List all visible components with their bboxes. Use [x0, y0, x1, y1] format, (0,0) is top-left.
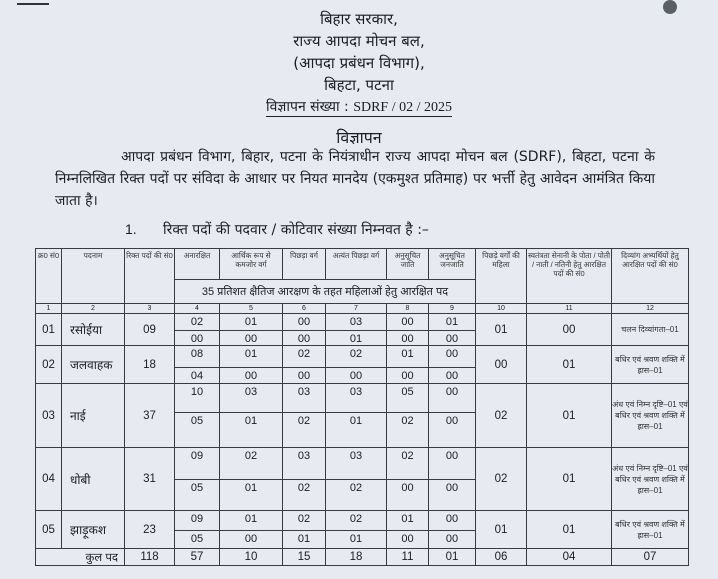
header-ews: आर्थिक रूप से कमजोर वर्ग [220, 249, 283, 280]
header-women-reserved: 35 प्रतिशत क्षैतिज आरक्षण के तहत महिलाओं हेतु आरक्षित पद [175, 280, 476, 304]
cell-value: 10 [175, 384, 220, 413]
cell-value: 01 [387, 511, 429, 531]
table-row [36, 314, 689, 331]
cell-value: 03 [220, 384, 283, 413]
header-bc: पिछड़ा वर्ग [283, 249, 326, 280]
cell-vacancies: 09 [125, 314, 175, 346]
scan-mark [17, 3, 49, 5]
cell-value: 03 [326, 314, 387, 331]
cell-value: 09 [175, 511, 220, 531]
cell-value: 01 [220, 346, 283, 368]
col-number: 4 [175, 304, 220, 314]
total-bc-women: 06 [476, 549, 527, 566]
header-sdrf: राज्य आपदा मोचन बल, [293, 32, 425, 50]
table-row [36, 346, 689, 368]
col-number: 8 [387, 304, 429, 314]
cell-sno: 03 [36, 384, 62, 448]
cell-value: 00 [429, 346, 476, 368]
cell-value: 02 [283, 413, 326, 448]
total-value: 15 [283, 549, 326, 566]
cell-value: 02 [220, 448, 283, 480]
col-number: 1 [36, 304, 62, 314]
cell-divyang: चलन दिव्यांगता–01 [612, 314, 689, 346]
cell-vacancies: 18 [125, 346, 175, 384]
cell-value: 00 [387, 331, 429, 346]
cell-value: 00 [220, 368, 283, 384]
total-value: 11 [387, 549, 429, 566]
cell-vacancies: 23 [125, 511, 175, 549]
cell-bc-women: 01 [476, 511, 527, 549]
header-st: अनुसूचित जनजाति [429, 249, 476, 280]
cell-value: 01 [387, 346, 429, 368]
col-number: 11 [527, 304, 612, 314]
cell-value: 02 [387, 413, 429, 448]
cell-value: 02 [326, 480, 387, 511]
col-number: 12 [612, 304, 689, 314]
cell-value: 00 [429, 448, 476, 480]
cell-post: झाड़ूकश [62, 511, 125, 549]
cell-value: 00 [326, 368, 387, 384]
cell-value: 05 [387, 384, 429, 413]
ad-number-value: SDRF / 02 / 2025 [353, 100, 452, 115]
col-number: 2 [62, 304, 125, 314]
total-vacancies: 118 [125, 549, 175, 566]
cell-value: 04 [175, 368, 220, 384]
section-heading [125, 220, 429, 239]
cell-value: 00 [387, 314, 429, 331]
cell-value: 02 [326, 511, 387, 531]
cell-value: 01 [220, 511, 283, 531]
cell-divyang: अंध एवं निम्न दृष्टि–01 एवं बधिर एवं श्रवण शक्ति में ह्रास–01 [612, 448, 689, 511]
cell-freedom-fighter: 01 [527, 448, 612, 511]
cell-value: 00 [429, 531, 476, 549]
cell-sno: 02 [36, 346, 62, 384]
cell-value: 02 [175, 314, 220, 331]
cell-sno: 01 [36, 314, 62, 346]
cell-value: 05 [175, 413, 220, 448]
cell-bc-women: 02 [476, 384, 527, 448]
cell-value: 00 [220, 531, 283, 549]
header-vacancies: रिक्त पदों की सं0 [125, 249, 175, 304]
cell-divyang: बधिर एवं श्रवण शक्ति में ह्रास–01 [612, 511, 689, 549]
table-row [36, 448, 689, 480]
cell-value: 01 [220, 480, 283, 511]
ad-number-label: विज्ञापन संख्या : [265, 99, 349, 115]
cell-value: 01 [220, 314, 283, 331]
cell-value: 01 [326, 331, 387, 346]
cell-freedom-fighter: 00 [527, 314, 612, 346]
cell-value: 02 [326, 346, 387, 368]
col-number: 9 [429, 304, 476, 314]
cell-vacancies: 31 [125, 448, 175, 511]
cell-divyang: बधिर एवं श्रवण शक्ति में ह्रास–01 [612, 346, 689, 384]
total-freedom-fighter: 04 [527, 549, 612, 566]
cell-value: 00 [220, 331, 283, 346]
page-title: विज्ञापन [336, 128, 382, 147]
cell-sno: 05 [36, 511, 62, 549]
cell-value: 00 [175, 331, 220, 346]
intro-text: आपदा प्रबंधन विभाग, बिहार, पटना के नियंत्राधीन राज्य आपदा मोचन बल (SDRF), बिहटा, पटना के निम्नलिखित रिक्त पदों पर संविदा के आधार पर नियत मानदेय (एकमुश्त प्रतिमाह) पर भर्त्ती हेतु आवेदन आमंत्रित किया जाता है। [55, 149, 655, 209]
cell-value: 00 [387, 368, 429, 384]
cell-freedom-fighter: 01 [527, 511, 612, 549]
cell-post: जलवाहक [62, 346, 125, 384]
cell-sno: 04 [36, 448, 62, 511]
col-number: 6 [283, 304, 326, 314]
cell-value: 01 [326, 531, 387, 549]
cell-bc-women: 02 [476, 448, 527, 511]
vacancy-table [35, 248, 689, 566]
cell-value: 00 [429, 331, 476, 346]
cell-value: 00 [283, 314, 326, 331]
cell-value: 03 [326, 448, 387, 480]
table-row [36, 511, 689, 531]
total-value: 10 [220, 549, 283, 566]
cell-value: 00 [429, 368, 476, 384]
cell-freedom-fighter: 01 [527, 346, 612, 384]
cell-value: 00 [429, 384, 476, 413]
cell-value: 00 [429, 413, 476, 448]
cell-value: 03 [283, 384, 326, 413]
total-value: 01 [429, 549, 476, 566]
cell-value: 01 [326, 413, 387, 448]
table-row [36, 384, 689, 413]
cell-post: धोबी [62, 448, 125, 511]
cell-value: 00 [283, 331, 326, 346]
header-post: पदनाम [62, 249, 125, 304]
total-value: 57 [175, 549, 220, 566]
total-row [36, 549, 689, 566]
cell-bc-women: 01 [476, 314, 527, 346]
cell-freedom-fighter: 01 [527, 384, 612, 448]
cell-value: 00 [387, 480, 429, 511]
total-label: कुल पद [36, 549, 125, 566]
col-number: 3 [125, 304, 175, 314]
cell-value: 05 [175, 531, 220, 549]
total-value: 18 [326, 549, 387, 566]
header-department: (आपदा प्रबंधन विभाग), [293, 54, 425, 72]
header-govt: बिहार सरकार, [320, 10, 398, 28]
cell-value: 03 [326, 384, 387, 413]
intro-paragraph [55, 146, 655, 212]
cell-value: 01 [283, 531, 326, 549]
section-text: रिक्त पदों की पदवार / कोटिवार संख्या निम्नवत है :– [163, 222, 429, 238]
section-number: 1. [125, 221, 137, 237]
header-bc-women: पिछड़े वर्गों की महिला [476, 249, 527, 304]
header-ebc: अत्यंत पिछड़ा वर्ग [326, 249, 387, 280]
total-divyang: 07 [612, 549, 689, 566]
cell-value: 01 [220, 413, 283, 448]
cell-post: नाई [62, 384, 125, 448]
header-unreserved: अनारक्षित [175, 249, 220, 280]
cell-value: 02 [283, 511, 326, 531]
cell-divyang: अंध एवं निम्न दृष्टि–01 एवं बधिर एवं श्रवण शक्ति में ह्रास–01 [612, 384, 689, 448]
header-location: बिहटा, पटना [324, 76, 394, 94]
cell-value: 08 [175, 346, 220, 368]
cell-value: 09 [175, 448, 220, 480]
col-number: 7 [326, 304, 387, 314]
col-number: 10 [476, 304, 527, 314]
cell-value: 00 [429, 480, 476, 511]
cell-bc-women: 00 [476, 346, 527, 384]
header-sno: क्र0 सं0 [36, 249, 62, 304]
cell-value: 02 [283, 346, 326, 368]
cell-value: 00 [387, 531, 429, 549]
header-divyang: दिव्यांग अभ्यर्थियों हेतु आरक्षित पदों की सं0 [612, 249, 689, 304]
header-freedom-fighter: स्वतंत्रता सेनानी के पोता / पोती / नाती / नतिनी हेतु आरक्षित पदों की सं0 [527, 249, 612, 304]
cell-post: रसोईया [62, 314, 125, 346]
cell-value: 01 [429, 314, 476, 331]
ad-number [0, 96, 718, 119]
cell-value: 02 [387, 448, 429, 480]
cell-vacancies: 37 [125, 384, 175, 448]
col-number: 5 [220, 304, 283, 314]
cell-value: 00 [283, 368, 326, 384]
cell-value: 03 [283, 448, 326, 480]
header-sc: अनुसूचित जाति [387, 249, 429, 280]
cell-value: 00 [429, 511, 476, 531]
cell-value: 05 [175, 480, 220, 511]
cell-value: 02 [283, 480, 326, 511]
